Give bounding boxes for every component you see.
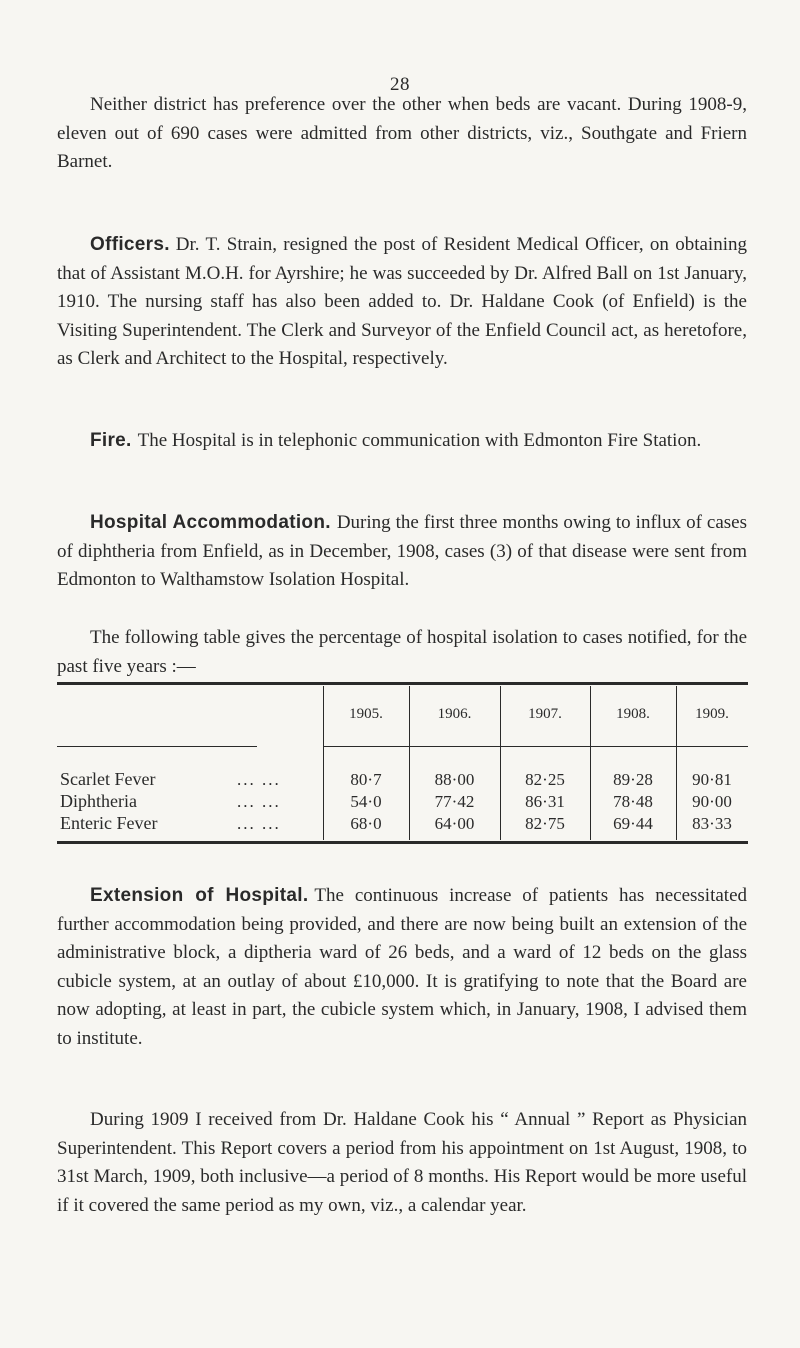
table-cell: 64·00 <box>434 814 475 833</box>
column-header: 1907. <box>528 706 562 722</box>
table-cell: 86·31 <box>525 792 565 811</box>
extension-text: The continuous increase of patients has necessitated further accommodation being provided, and there are now being built an extension of the administrative block, a diptheria ward of 26 beds, and a ward of 12 beds on the glass cubicle system, at an outlay of about £10,000. It is gratifying to note that the Board are now adopting, at least in part, the cubicle system which, in January, 1908, I advised them to institute. <box>57 885 747 1049</box>
section-fire <box>57 427 747 456</box>
table-cell: 80·7 <box>350 770 382 789</box>
accommodation-heading: Hospital Accommodation. <box>90 512 331 533</box>
section-officers <box>57 231 747 374</box>
table-cell: 77·42 <box>434 792 475 811</box>
table-cell: 83·33 <box>692 814 732 833</box>
section-hospital-accommodation <box>57 509 747 595</box>
paragraph-district-preference: Neither district has preference over the other when beds are vacant. During 1908-9, eleven out of 690 cases were admitted from other districts, viz., Southgate and Friern Barnet. <box>57 94 747 172</box>
table-cell: 82·25 <box>525 770 565 789</box>
column-header: 1906. <box>437 706 472 722</box>
paragraph-annual-report: During 1909 I received from Dr. Haldane Cook his “ Annual ” Report as Physician Superintendent. This Report covers a period from his appointment on 1st August, 1908, to 31st March, 1909, both inclusive—a period of 8 months. His Report would be more useful if it covered the same period as my own, viz., a calendar year. <box>57 1109 747 1216</box>
column-header: 1908. <box>616 706 650 722</box>
table-header-rule-values <box>323 746 748 747</box>
isolation-percentage-table <box>57 682 748 844</box>
table-header-rule <box>57 746 257 747</box>
fire-text: The Hospital is in telephonic communication with Edmonton Fire Station. <box>137 430 702 451</box>
leader-dots: ... ... <box>237 814 281 833</box>
fire-heading: Fire. <box>90 430 132 451</box>
table-cell: 54·0 <box>350 792 382 811</box>
column-header: 1909. <box>695 706 729 722</box>
leader-dots: ... ... <box>237 770 281 789</box>
table-cell: 90·00 <box>692 792 732 811</box>
table-cell: 78·48 <box>613 792 653 811</box>
leader-dots: ... ... <box>237 792 281 811</box>
table-cell: 90·81 <box>692 770 732 789</box>
table-cell: 82·75 <box>525 814 565 833</box>
table-cell: 68·0 <box>350 814 382 833</box>
section-extension-of-hospital <box>57 882 747 1053</box>
page-number: 28 <box>390 74 410 95</box>
accommodation-text: During the first three months owing to influx of cases of diphtheria from Enfield, as in December, 1908, cases (3) of that disease were sent from Edmonton to Walthamstow Isolation Hospital. <box>57 512 747 590</box>
officers-text: Dr. T. Strain, resigned the post of Resident Medical Officer, on obtaining that of Assistant M.O.H. for Ayrshire; he was succeeded by Dr. Alfred Ball on 1st January, 1910. The nursing staff has also been added to. Dr. Haldane Cook (of Enfield) is the Visiting Superintendent. The Clerk and Surveyor of the Enfield Council act, as heretofore, as Clerk and Architect to the Hospital, respectively. <box>57 234 747 369</box>
row-label: Scarlet Fever <box>60 769 156 789</box>
table-cell: 88·00 <box>434 770 475 789</box>
table-top-rule <box>57 682 748 685</box>
row-label: Enteric Fever <box>60 813 158 833</box>
table-bottom-rule <box>57 841 748 844</box>
extension-heading: Extension of Hospital. <box>90 885 309 906</box>
table-intro: The following table gives the percentage of hospital isolation to cases notified, for the past five years :— <box>57 627 747 677</box>
table-cell: 69·44 <box>613 814 653 833</box>
table-cell: 89·28 <box>613 770 653 789</box>
officers-heading: Officers. <box>90 234 170 255</box>
column-header: 1905. <box>349 706 383 722</box>
row-label: Diphtheria <box>60 791 137 811</box>
